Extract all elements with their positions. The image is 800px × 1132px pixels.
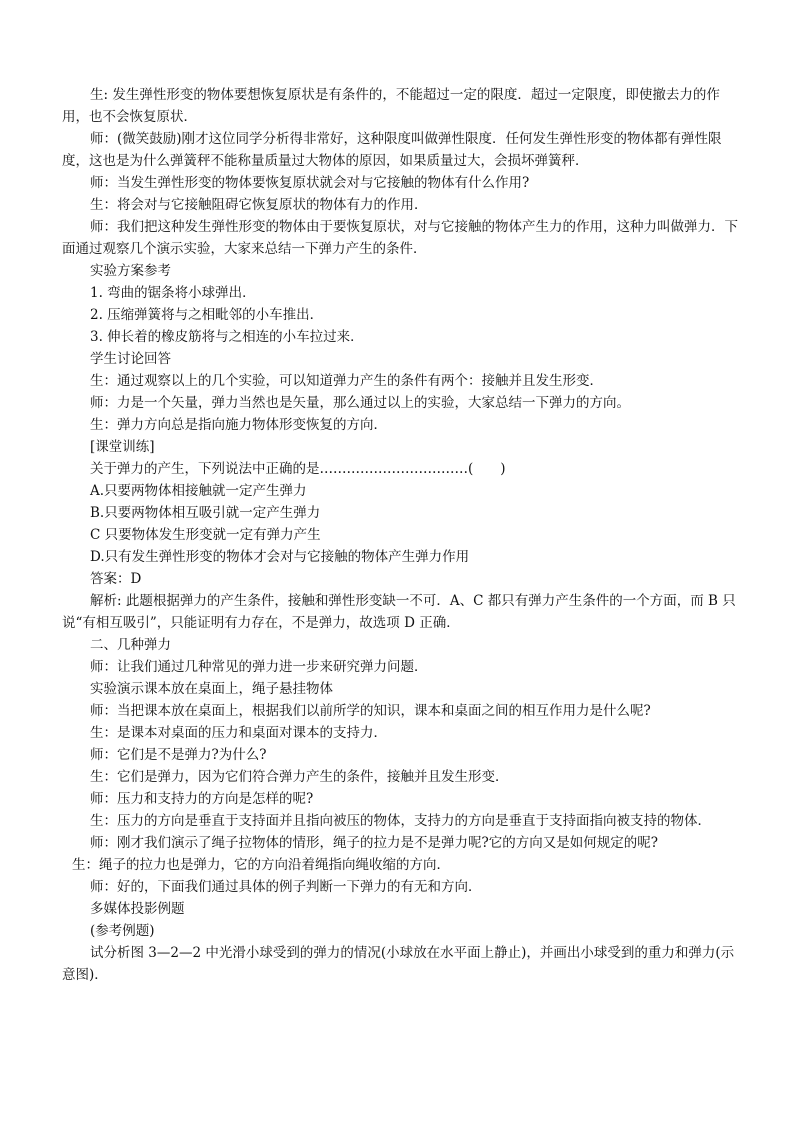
exercise-answer: 答案：D [90, 571, 142, 587]
paragraph-student-direction: 生：弹力方向总是指向施力物体形变恢复的方向． [90, 417, 387, 433]
paragraph-student-answer: 生：将会对与它接触阻碍它恢复原状的物体有力的作用． [90, 197, 428, 213]
paragraph-example-task: 试分析图 3—2—2 中光滑小球受到的弹力的情况(小球放在水平面上静止)，并画出小球受到的重力和弹力(示意图)． [62, 945, 735, 983]
paragraph-teacher-book-table: 师：当把课本放在桌面上，根据我们以前所学的知识，课本和桌面之间的相互作用力是什么呢? [90, 703, 651, 719]
exercise-option-a: A.只要两物体相接触就一定产生弹力 [90, 483, 307, 499]
experiment-item-3: 3. 伸长着的橡皮筋将与之相连的小车拉过来． [90, 329, 364, 345]
experiment-item-1: 1. 弯曲的锯条将小球弹出． [90, 285, 256, 301]
paragraph-student-conditions: 生：通过观察以上的几个实验，可以知道弹力产生的条件有两个：接触并且发生形变． [90, 373, 603, 389]
paragraph-student-rope: 生：绳子的拉力也是弹力，它的方向沿着绳指向绳收缩的方向． [72, 857, 450, 873]
heading-student-discussion: 学生讨论回答 [90, 351, 171, 367]
paragraph-student-elastic-limit: 生: 发生弹性形变的物体要想恢复原状是有条件的，不能超过一定的限度．超过一定限度，即使撤去力的作用，也不会恢复原状． [62, 87, 720, 125]
heading-experiment-plan: 实验方案参考 [90, 263, 171, 279]
exercise-question: 关于弹力的产生，下列说法中正确的是……………………………( ) [90, 461, 506, 477]
experiment-item-2: 2. 压缩弹簧将与之相毗邻的小车推出． [90, 307, 324, 323]
paragraph-student-pressure-support: 生：是课本对桌面的压力和桌面对课本的支持力． [90, 725, 387, 741]
paragraph-student-is-elastic: 生：它们是弹力，因为它们符合弹力产生的条件，接触并且发生形变． [90, 769, 509, 785]
heading-reference-example: (参考例题) [90, 923, 155, 939]
heading-class-exercise: [课堂训练] [90, 439, 155, 455]
paragraph-teacher-is-elastic: 师：它们是不是弹力?为什么? [90, 747, 267, 763]
exercise-analysis: 解析: 此题根据弹力的产生条件，接触和弹性形变缺一不可．A、C 都只有弹力产生条件的一个方面，而 B 只说“有相互吸引”，只能证明有力存在，不是弹力，故选项 D 正确． [62, 593, 736, 631]
paragraph-teacher-direction-question: 师：压力和支持力的方向是怎样的呢? [90, 791, 314, 807]
paragraph-demo: 实验演示课本放在桌面上，绳子悬挂物体 [90, 681, 333, 697]
paragraph-teacher-intro: 师：让我们通过几种常见的弹力进一步来研究弹力问题． [90, 659, 428, 675]
exercise-option-c: C 只要物体发生形变就一定有弹力产生 [90, 527, 321, 543]
paragraph-teacher-rope: 师：刚才我们演示了绳子拉物体的情形，绳子的拉力是不是弹力呢?它的方向又是如何规定的呢? [90, 835, 658, 851]
document-body [62, 84, 742, 986]
paragraph-teacher-vector: 师：力是一个矢量，弹力当然也是矢量，那么通过以上的实验，大家总结一下弹力的方向。 [90, 395, 630, 411]
paragraph-teacher-definition: 师：我们把这种发生弹性形变的物体由于要恢复原状，对与它接触的物体产生力的作用，这种力叫做弹力．下面通过观察几个演示实验，大家来总结一下弹力产生的条件． [62, 219, 738, 257]
paragraph-teacher-elastic-limit: 师：(微笑鼓励)刚才这位同学分析得非常好，这种限度叫做弹性限度．任何发生弹性形变的物体都有弹性限度，这也是为什么弹簧秤不能称量质量过大物体的原因，如果质量过大，会损坏弹簧秤． [62, 131, 722, 169]
exercise-option-b: B.只要两物体相互吸引就一定产生弹力 [90, 505, 321, 521]
exercise-option-d: D.只有发生弹性形变的物体才会对与它接触的物体产生弹力作用 [90, 549, 470, 565]
paragraph-student-direction-answer: 生：压力的方向是垂直于支持面并且指向被压的物体，支持力的方向是垂直于支持面指向被支持的物体． [90, 813, 711, 829]
paragraph-teacher-question: 师：当发生弹性形变的物体要恢复原状就会对与它接触的物体有什么作用? [90, 175, 530, 191]
heading-multimedia-example: 多媒体投影例题 [90, 901, 185, 917]
section-heading-kinds-of-elastic-force: 二、几种弹力 [90, 637, 171, 653]
paragraph-teacher-examples: 师：好的，下面我们通过具体的例子判断一下弹力的有无和方向． [90, 879, 482, 895]
